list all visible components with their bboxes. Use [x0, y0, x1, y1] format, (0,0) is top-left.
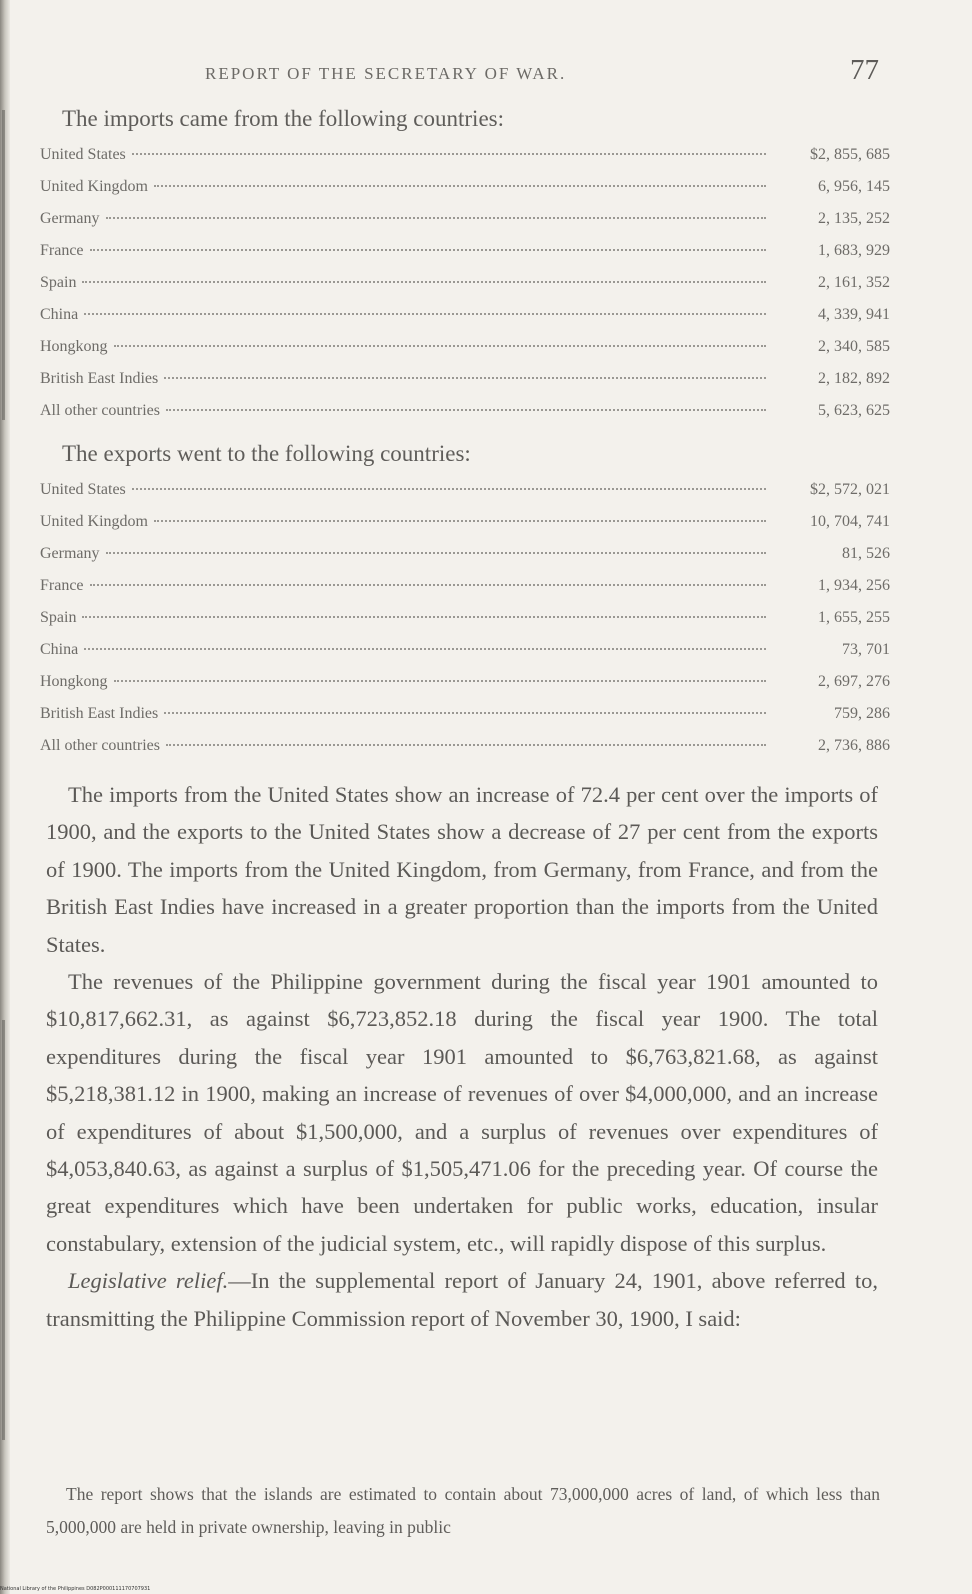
country-name: Germany [40, 545, 100, 562]
dot-leader [106, 216, 766, 219]
dot-leader [84, 312, 766, 315]
amount-value: 1, 934, 256 [818, 577, 890, 594]
table-row [40, 641, 890, 673]
amount-value: 6, 956, 145 [818, 178, 890, 195]
country-name: Spain [40, 609, 77, 626]
amount-value: 1, 655, 255 [818, 609, 890, 626]
amount-value: 2, 135, 252 [818, 210, 890, 227]
table-row [40, 705, 890, 737]
country-name: France [40, 242, 84, 259]
amount-value: $2, 572, 021 [810, 481, 890, 498]
amount-value: 2, 161, 352 [818, 274, 890, 291]
country-name: Hongkong [40, 673, 108, 690]
table-row [40, 737, 890, 769]
running-head: REPORT OF THE SECRETARY OF WAR. [205, 64, 567, 83]
amount-value: 2, 736, 886 [818, 737, 890, 754]
paragraph-trade-comparison: The imports from the United States show an increase of 72.4 per cent over the imports of 1900, and the exports to the United States show a decrease of 27 per cent from the exports of 1900. The imports from the United Kingdom, from Germany, from France, and from the British East Indies have increased in a greater proportion than the imports from the United States. [46, 782, 878, 957]
edge-mark [2, 1020, 5, 1440]
country-name: Germany [40, 210, 100, 227]
section-lead: Legislative relief. [68, 1268, 229, 1294]
paragraph-revenues: The revenues of the Philippine government during the fiscal year 1901 amounted to $10,817,662.31, as against $6,723,852.18 during the fiscal year 1900. The total expenditures during the fiscal year 1901 amounted to $6,763,821.68, as against $5,218,381.12 in 1900, making an increase of revenues of over $4,000,000, and an increase of expenditures of about $1,500,000, and a surplus of revenues over expenditures of $4,053,840.63, as against a surplus of $1,505,471.06 for the preceding year. Of course the great expenditures which have been undertaken for public works, education, insular constabulary, extension of the judicial system, etc., will rapidly dispose of this surplus. [46, 969, 878, 1256]
table-row [40, 577, 890, 609]
quote-text: The report shows that the islands are estimated to contain about 73,000,000 acres of land, of which less than 5,000,000 are held in private ownership, leaving in public [46, 1484, 880, 1537]
table-row [40, 370, 890, 402]
exports-table [40, 481, 890, 769]
table-row [40, 513, 890, 545]
dot-leader [166, 743, 766, 746]
country-name: All other countries [40, 737, 160, 754]
page-number: 77 [850, 54, 879, 86]
scan-footer: National Library of the Philippines D082P000111170707931 [0, 1586, 151, 1592]
amount-value: 1, 683, 929 [818, 242, 890, 259]
table-row [40, 242, 890, 274]
dot-leader [164, 711, 766, 714]
dot-leader [154, 184, 766, 187]
amount-value: $2, 855, 685 [810, 146, 890, 163]
amount-value: 81, 526 [842, 545, 890, 562]
table-row [40, 306, 890, 338]
imports-intro: The imports came from the following countries: [62, 106, 504, 131]
dot-leader [132, 152, 766, 155]
table-row [40, 210, 890, 242]
amount-value: 4, 339, 941 [818, 306, 890, 323]
table-row [40, 481, 890, 513]
country-name: China [40, 641, 79, 658]
country-name: Spain [40, 274, 77, 291]
dot-leader [90, 583, 766, 586]
amount-value: 2, 182, 892 [818, 370, 890, 387]
table-row [40, 673, 890, 705]
table-row [40, 146, 890, 178]
dot-leader [164, 376, 766, 379]
exports-intro: The exports went to the following countries: [62, 441, 471, 466]
country-name: British East Indies [40, 705, 159, 722]
dot-leader [154, 519, 766, 522]
imports-table [40, 146, 890, 434]
country-name: All other countries [40, 402, 160, 419]
table-row [40, 402, 890, 434]
amount-value: 73, 701 [842, 641, 890, 658]
amount-value: 5, 623, 625 [818, 402, 890, 419]
country-name: Hongkong [40, 338, 108, 355]
amount-value: 759, 286 [834, 705, 890, 722]
dot-leader [114, 344, 766, 347]
country-name: United States [40, 146, 126, 163]
amount-value: 2, 697, 276 [818, 673, 890, 690]
body-text [46, 776, 878, 1337]
table-row [40, 178, 890, 210]
block-quote [46, 1478, 880, 1544]
country-name: United States [40, 481, 126, 498]
section-text: —In the supplemental report of January 24, 1901, above referred to, transmitting the Philippine Commission report of November 30, 1900, I said: [46, 1268, 878, 1331]
table-row [40, 545, 890, 577]
page-header [0, 54, 972, 90]
country-name: United Kingdom [40, 178, 148, 195]
country-name: France [40, 577, 84, 594]
dot-leader [106, 551, 766, 554]
dot-leader [114, 679, 766, 682]
country-name: British East Indies [40, 370, 159, 387]
country-name: China [40, 306, 79, 323]
amount-value: 2, 340, 585 [818, 338, 890, 355]
dot-leader [90, 248, 766, 251]
amount-value: 10, 704, 741 [810, 513, 890, 530]
dot-leader [82, 615, 766, 618]
country-name: United Kingdom [40, 513, 148, 530]
edge-mark [2, 110, 5, 420]
dot-leader [132, 487, 766, 490]
table-row [40, 609, 890, 641]
paragraph-legislative-relief [46, 1262, 878, 1337]
dot-leader [166, 408, 766, 411]
dot-leader [82, 280, 766, 283]
dot-leader [84, 647, 766, 650]
table-row [40, 274, 890, 306]
table-row [40, 338, 890, 370]
